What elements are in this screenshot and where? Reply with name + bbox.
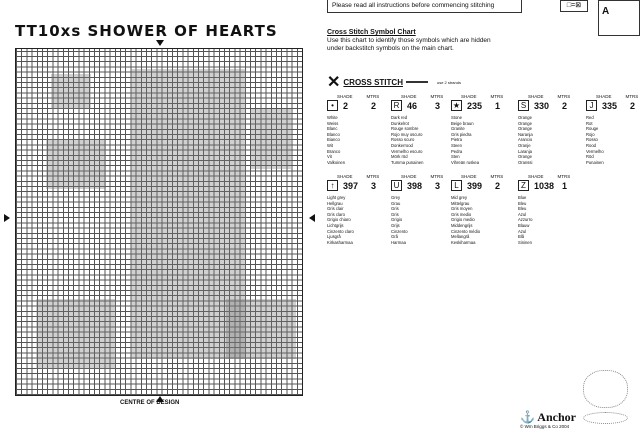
colour-name: Harmaa bbox=[391, 239, 406, 245]
heart-motif bbox=[51, 74, 91, 109]
bear-illustration bbox=[583, 370, 628, 408]
colour-name: Weiss bbox=[327, 120, 339, 126]
colour-name: Gris clair bbox=[327, 206, 344, 212]
metres-value: 3 bbox=[435, 181, 441, 191]
chart-title: TT10xs SHOWER OF HEARTS bbox=[15, 22, 278, 40]
colour-name: Bleu bbox=[518, 200, 527, 206]
colour-name: Keskiharmaa bbox=[451, 239, 476, 245]
colour-name: White bbox=[327, 115, 338, 120]
centre-arrow-right bbox=[305, 214, 315, 222]
colour-name: Blanc bbox=[327, 126, 338, 132]
column-headers bbox=[401, 174, 443, 179]
centre-of-design-label: CENTRE OF DESIGN bbox=[120, 400, 180, 406]
colour-name: Donkerrood bbox=[391, 142, 413, 148]
colour-name: Vihreän ruskea bbox=[451, 159, 480, 165]
colour-name: Tumma punainen bbox=[391, 159, 424, 165]
colour-name: Grigio bbox=[391, 217, 403, 223]
mtrs-header: MTRS bbox=[366, 174, 380, 179]
colour-name: Mittelgrau bbox=[451, 200, 470, 206]
colour-name: Oranssi bbox=[518, 159, 533, 165]
colour-name: Naranja bbox=[518, 131, 533, 137]
colour-name: Blå bbox=[518, 234, 525, 240]
colour-name: Gris piedra bbox=[451, 131, 472, 137]
mtrs-header: MTRS bbox=[557, 174, 571, 179]
cross-stitch-heading bbox=[327, 72, 461, 92]
shade-number: 330 bbox=[534, 101, 550, 111]
colour-name: Bleu bbox=[518, 206, 527, 212]
colour-name: Blauw bbox=[518, 222, 530, 228]
colour-name: Oranje bbox=[518, 142, 531, 148]
column-headers bbox=[596, 94, 638, 99]
mtrs-header: MTRS bbox=[625, 94, 639, 99]
colour-name: Rojo bbox=[586, 131, 595, 137]
colour-name: Branco bbox=[327, 148, 341, 154]
colour-name: Hellgrau bbox=[327, 200, 343, 206]
colour-name: Rouge bbox=[586, 126, 599, 132]
metres-value: 1 bbox=[562, 181, 568, 191]
stitch-symbol: J bbox=[586, 100, 597, 111]
colour-name: Grå bbox=[391, 234, 398, 240]
colour-name: Valkoinen bbox=[327, 159, 346, 165]
colour-name: Bianco bbox=[327, 137, 340, 143]
colour-name: Granite bbox=[451, 126, 465, 132]
shade-number: 1038 bbox=[534, 181, 555, 191]
colour-name: Mellangrå bbox=[451, 234, 470, 240]
brand-name: Anchor bbox=[537, 410, 576, 424]
copyright: © Wm Briggs & Co 2004 bbox=[520, 424, 570, 429]
cross-stitch-icon: ✕ bbox=[327, 74, 341, 91]
colour-name: Azul bbox=[518, 211, 527, 217]
heart-motif bbox=[46, 139, 106, 189]
colour-name: Vit bbox=[327, 154, 332, 160]
mtrs-header: MTRS bbox=[430, 94, 444, 99]
stitch-symbol: R bbox=[391, 100, 402, 111]
colour-name: Kirkasharmaa bbox=[327, 239, 353, 245]
colour-name: Mid grey bbox=[451, 195, 468, 200]
heart-motif bbox=[251, 109, 291, 169]
colour-name: Punainen bbox=[586, 159, 604, 165]
anchor-logo: ⚓ Anchor bbox=[520, 410, 576, 424]
colour-names bbox=[518, 195, 532, 245]
stitch-symbol: • bbox=[327, 100, 338, 111]
stitch-symbol: U bbox=[391, 180, 402, 191]
colour-name: Rot bbox=[586, 120, 593, 126]
stitch-symbol: Z bbox=[518, 180, 529, 191]
colour-name: Laranja bbox=[518, 148, 532, 154]
shade-number: 397 bbox=[343, 181, 359, 191]
colour-names bbox=[451, 195, 480, 245]
colour-name: Dunkelrot bbox=[391, 120, 409, 126]
colour-name: Wit bbox=[327, 142, 334, 148]
colour-name: Rood bbox=[586, 142, 597, 148]
mtrs-header: MTRS bbox=[490, 94, 504, 99]
mtrs-header: MTRS bbox=[557, 94, 571, 99]
colour-names bbox=[327, 115, 345, 165]
colour-name: Red bbox=[586, 115, 594, 120]
symbol-chart-description: Use this chart to identify those symbols which are hidden under backstitch symbols on the main chart. bbox=[327, 37, 491, 52]
shade-header: SHADE bbox=[461, 174, 477, 179]
bear-base-illustration bbox=[583, 412, 628, 424]
shade-number: 398 bbox=[407, 181, 423, 191]
key-letter: A bbox=[602, 6, 610, 17]
colour-name: Blue bbox=[518, 195, 527, 200]
colour-name: Mörk röd bbox=[391, 154, 408, 160]
colour-name: Cinzento claro bbox=[327, 228, 354, 234]
metres-value: 3 bbox=[371, 181, 377, 191]
shade-header: SHADE bbox=[528, 174, 544, 179]
backstitch-key-icon: □=⊠ bbox=[560, 0, 588, 12]
stitch-symbol: ↑ bbox=[327, 180, 338, 191]
colour-names bbox=[391, 115, 423, 165]
shade-header: SHADE bbox=[596, 94, 612, 99]
column-headers bbox=[401, 94, 443, 99]
metres-value: 3 bbox=[435, 101, 441, 111]
metres-value: 2 bbox=[495, 181, 501, 191]
shade-header: SHADE bbox=[337, 94, 353, 99]
colour-name: Gris bbox=[391, 206, 399, 212]
column-headers bbox=[528, 174, 570, 179]
mtrs-header: MTRS bbox=[490, 174, 504, 179]
colour-name: Lichtgrijs bbox=[327, 222, 344, 228]
heart-motif bbox=[226, 299, 296, 359]
colour-name: Vermelho bbox=[586, 148, 604, 154]
symbol-key-box bbox=[598, 0, 640, 36]
colour-name: Grijs bbox=[391, 222, 400, 228]
metres-value: 1 bbox=[495, 101, 501, 111]
symbol-chart-title: Cross Stitch Symbol Chart bbox=[327, 29, 416, 36]
shade-number: 2 bbox=[343, 101, 349, 111]
stitch-symbol: ★ bbox=[452, 101, 461, 110]
colour-name: Gris moyen bbox=[451, 206, 473, 212]
heart-motif bbox=[36, 299, 116, 369]
colour-names bbox=[518, 115, 533, 165]
colour-name: Blanco bbox=[327, 131, 340, 137]
colour-name: Arancio bbox=[518, 137, 533, 143]
column-headers bbox=[461, 174, 503, 179]
colour-name: Rojo muy oscuro bbox=[391, 131, 423, 137]
colour-names bbox=[451, 115, 479, 165]
colour-name: Stone bbox=[451, 115, 462, 120]
shade-number: 335 bbox=[602, 101, 618, 111]
shade-header: SHADE bbox=[401, 94, 417, 99]
colour-names bbox=[586, 115, 604, 165]
column-headers bbox=[337, 94, 379, 99]
colour-name: Dark red bbox=[391, 115, 408, 120]
shade-header: SHADE bbox=[401, 174, 417, 179]
instructions-notice: Please read all instructions before commencing stitching bbox=[327, 0, 522, 13]
colour-name: Orange bbox=[518, 115, 532, 120]
column-headers bbox=[337, 174, 379, 179]
colour-name: Cinzento bbox=[391, 228, 408, 234]
colour-name: Azul bbox=[518, 228, 527, 234]
colour-name: Grigio medio bbox=[451, 217, 475, 223]
colour-name: Beige braun bbox=[451, 120, 474, 126]
colour-name: Gris bbox=[391, 211, 399, 217]
colour-name: Röd bbox=[586, 154, 594, 160]
colour-name: Middengrijs bbox=[451, 222, 473, 228]
colour-name: Gris medio bbox=[451, 211, 472, 217]
cross-stitch-label: CROSS STITCH bbox=[343, 77, 403, 87]
shade-number: 235 bbox=[467, 101, 483, 111]
colour-name: Grey bbox=[391, 195, 401, 200]
colour-name: Orange bbox=[518, 126, 532, 132]
mtrs-header: MTRS bbox=[430, 174, 444, 179]
colour-name: Vermelho escuro bbox=[391, 148, 423, 154]
colour-name: Light grey bbox=[327, 195, 346, 200]
colour-name: Rouge sombre bbox=[391, 126, 419, 132]
stitch-symbol: L bbox=[451, 180, 462, 191]
column-headers bbox=[461, 94, 503, 99]
metres-value: 2 bbox=[562, 101, 568, 111]
colour-name: Azzurro bbox=[518, 217, 533, 223]
colour-names bbox=[391, 195, 408, 245]
needle-icon bbox=[406, 81, 428, 83]
colour-name: Sininen bbox=[518, 239, 532, 245]
stitch-chart-grid bbox=[15, 48, 303, 396]
metres-value: 2 bbox=[371, 101, 377, 111]
mtrs-header: MTRS bbox=[366, 94, 380, 99]
colour-name: Orange bbox=[518, 120, 532, 126]
colour-name: Sten bbox=[451, 154, 460, 160]
colour-name: Orange bbox=[518, 154, 532, 160]
shade-header: SHADE bbox=[337, 174, 353, 179]
stitch-symbol: S bbox=[518, 100, 529, 111]
colour-name: Grigio chiaro bbox=[327, 217, 351, 223]
colour-name: Pedra bbox=[451, 148, 463, 154]
colour-names bbox=[327, 195, 354, 245]
colour-name: Grau bbox=[391, 200, 401, 206]
shade-header: SHADE bbox=[461, 94, 477, 99]
metres-value: 2 bbox=[630, 101, 636, 111]
colour-name: Pietra bbox=[451, 137, 462, 143]
colour-name: Rosso scuro bbox=[391, 137, 415, 143]
centre-arrow-left bbox=[4, 214, 14, 222]
shade-header: SHADE bbox=[528, 94, 544, 99]
shade-number: 46 bbox=[407, 101, 418, 111]
column-headers bbox=[528, 94, 570, 99]
colour-name: Gris claro bbox=[327, 211, 345, 217]
colour-name: Cinzento médio bbox=[451, 228, 481, 234]
strands-note: use 2 strands bbox=[436, 79, 461, 85]
colour-name: Ljusgrå bbox=[327, 234, 341, 240]
colour-name: Rosso bbox=[586, 137, 598, 143]
colour-name: Steen bbox=[451, 142, 462, 148]
shade-number: 399 bbox=[467, 181, 483, 191]
